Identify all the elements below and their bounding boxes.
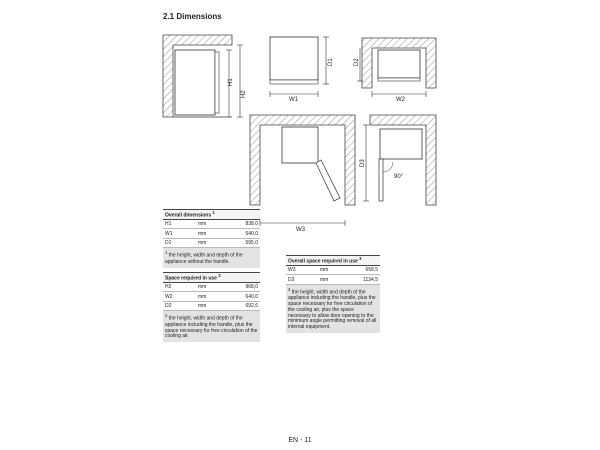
table-header: Overall dimensions $^1$ — [163, 210, 260, 220]
table-row: H2 mm 968,0 — [165, 283, 258, 290]
label-h1: H1 — [228, 78, 234, 86]
appliance-outline — [175, 50, 215, 115]
label-h2: H2 — [241, 90, 247, 98]
label-w3: W3 — [296, 227, 305, 233]
label-d1: D1 — [328, 58, 334, 66]
table-row: H1 mm 838,0 — [165, 220, 258, 227]
label-w2: W2 — [396, 97, 405, 103]
appliance-outline — [282, 127, 318, 163]
table-row: D2 mm 692,6 — [165, 303, 258, 310]
page-number: EN - 11 — [288, 437, 312, 444]
appliance-outline — [380, 129, 422, 159]
figure-top-view-w2 — [354, 38, 436, 103]
appliance-outline — [378, 50, 420, 78]
open-door — [316, 160, 340, 201]
door-outline — [270, 80, 318, 84]
figure-side-view — [163, 35, 247, 117]
figure-door-open-w3 — [250, 115, 355, 233]
label-d2: D2 — [354, 58, 360, 66]
door-outline — [378, 78, 420, 81]
table-row: D3 mm 1134,5 — [288, 276, 378, 283]
table-note: $^2$ the height, width and depth of the appliance including the handle, plus the space necessary for free circulation of the cooling air. — [163, 311, 260, 342]
table-note: $^1$ the height, width and depth of the appliance without the handle. — [163, 248, 260, 268]
figure-top-view-w1 — [270, 37, 334, 103]
table-row: W2 mm 640,0 — [165, 293, 258, 300]
overall-space-table — [286, 255, 380, 333]
table-header: Space required in use $^2$ — [163, 273, 260, 283]
section-title: 2.1 Dimensions — [163, 12, 222, 21]
label-angle: 90° — [394, 174, 404, 180]
table-note: $^3$ the height, width and depth of the appliance including the handle, plus the space necessary for free circulation of the cooling air, plus the space necessary to allow door opening to the minimum angle permitting removal of all internal equipment. — [286, 284, 380, 333]
label-d3: D3 — [360, 159, 366, 167]
label-w1: W1 — [289, 97, 298, 103]
table-row: W1 mm 540,0 — [165, 230, 258, 237]
table-row: D1 mm 595,0 — [165, 240, 258, 247]
table-header: Overall space required in use $^3$ — [286, 256, 380, 266]
open-door — [379, 159, 383, 201]
table-row: W3 mm 658,5 — [288, 266, 378, 273]
door-outline — [215, 52, 219, 113]
figure-door-90-d3 — [360, 115, 436, 205]
space-in-use-table — [163, 272, 260, 342]
appliance-outline — [270, 37, 318, 80]
overall-dimensions-table — [163, 209, 260, 268]
